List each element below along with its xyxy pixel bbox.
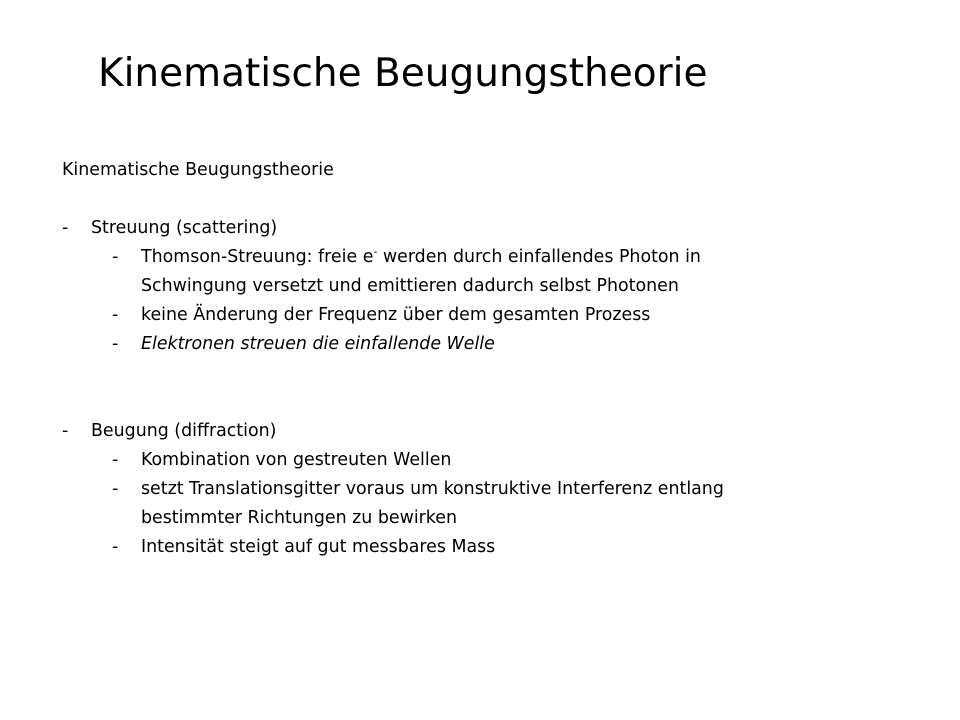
bullet-dash: - (112, 334, 119, 354)
list-item-continuation (62, 272, 922, 301)
section-label: Beugung (diffraction) (91, 421, 277, 441)
list-item (62, 446, 922, 475)
text-part: Thomson-Streuung: freie e (141, 247, 374, 267)
bullet-dash: - (62, 421, 69, 441)
superscript-minus: - (373, 245, 378, 258)
section-beugung (62, 417, 922, 446)
bullet-dash: - (112, 537, 119, 557)
section-label: Streuung (scattering) (91, 218, 278, 238)
list-item-text: Intensität steigt auf gut messbares Mass (141, 537, 496, 557)
bullet-dash: - (62, 218, 69, 238)
text-part: werden durch einfallendes Photon in (377, 247, 701, 267)
slide-title: Kinematische Beugungstheorie (98, 51, 708, 96)
list-item (62, 301, 922, 330)
list-item-text: Elektronen streuen die einfallende Welle (141, 334, 495, 354)
section-streuung (62, 214, 922, 243)
slide-body (62, 156, 922, 562)
list-item-text (141, 243, 701, 272)
continuation-text: bestimmter Richtungen zu bewirken (141, 508, 457, 528)
body-heading (62, 156, 922, 185)
list-item-text: Kombination von gestreuten Wellen (141, 450, 452, 470)
list-item (62, 475, 922, 504)
list-item (62, 243, 922, 272)
spacer (62, 359, 922, 417)
bullet-dash: - (112, 479, 119, 499)
bullet-dash: - (112, 247, 119, 267)
body-heading-text: Kinematische Beugungstheorie (62, 160, 334, 180)
list-item-text: setzt Translationsgitter voraus um konstruktive Interferenz entlang (141, 479, 724, 499)
bullet-dash: - (112, 450, 119, 470)
bullet-dash: - (112, 305, 119, 325)
list-item (62, 330, 922, 359)
spacer (62, 185, 922, 214)
list-item-text: keine Änderung der Frequenz über dem gesamten Prozess (141, 305, 651, 325)
continuation-text: Schwingung versetzt und emittieren dadurch selbst Photonen (141, 276, 679, 296)
list-item (62, 533, 922, 562)
list-item-continuation (62, 504, 922, 533)
